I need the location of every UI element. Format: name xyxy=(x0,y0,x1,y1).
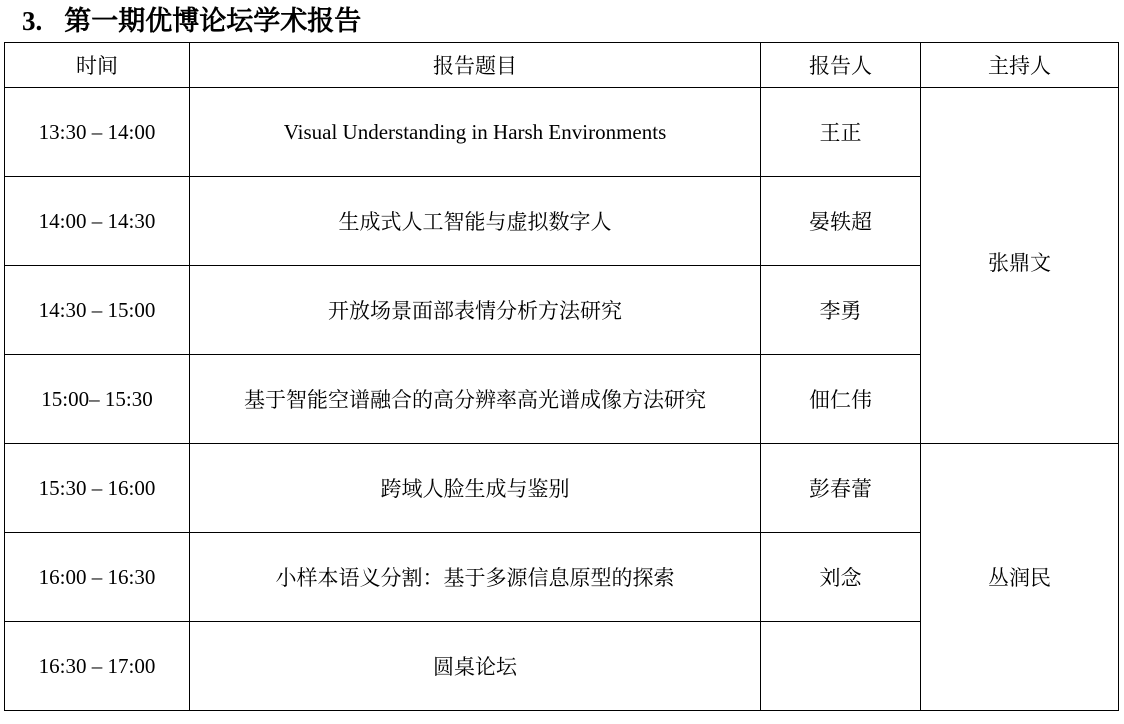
topic-cell: Visual Understanding in Harsh Environments xyxy=(190,88,761,177)
table-row xyxy=(5,444,1119,533)
header-speaker: 报告人 xyxy=(761,43,921,88)
speaker-cell: 李勇 xyxy=(761,266,921,355)
host-cell xyxy=(921,88,1119,444)
topic-cell: 生成式人工智能与虚拟数字人 xyxy=(190,177,761,266)
time-cell: 14:00 – 14:30 xyxy=(5,177,190,266)
topic-cell: 圆桌论坛 xyxy=(190,622,761,711)
speaker-cell: 晏轶超 xyxy=(761,177,921,266)
time-cell: 15:00– 15:30 xyxy=(5,355,190,444)
speaker-cell: 彭春蕾 xyxy=(761,444,921,533)
header-time: 时间 xyxy=(5,43,190,88)
header-host: 主持人 xyxy=(921,43,1119,88)
time-cell: 13:30 – 14:00 xyxy=(5,88,190,177)
section-heading xyxy=(22,2,361,40)
host-name: 丛润民 xyxy=(988,566,1051,590)
topic-cell: 小样本语义分割：基于多源信息原型的探索 xyxy=(190,533,761,622)
section-number: 3. xyxy=(22,6,43,36)
schedule-table xyxy=(4,42,1119,711)
host-cell xyxy=(921,444,1119,711)
host-name: 张鼎文 xyxy=(988,250,1051,275)
time-cell: 15:30 – 16:00 xyxy=(5,444,190,533)
topic-cell: 基于智能空谱融合的高分辨率高光谱成像方法研究 xyxy=(190,355,761,444)
time-cell: 16:30 – 17:00 xyxy=(5,622,190,711)
table-row xyxy=(5,88,1119,177)
speaker-cell: 佃仁伟 xyxy=(761,355,921,444)
time-cell: 16:00 – 16:30 xyxy=(5,533,190,622)
header-topic: 报告题目 xyxy=(190,43,761,88)
section-title: 第一期优博论坛学术报告 xyxy=(64,6,362,37)
topic-cell: 跨域人脸生成与鉴别 xyxy=(190,444,761,533)
speaker-cell xyxy=(761,622,921,711)
speaker-cell: 王正 xyxy=(761,88,921,177)
topic-cell: 开放场景面部表情分析方法研究 xyxy=(190,266,761,355)
header-row xyxy=(5,43,1119,88)
speaker-cell: 刘念 xyxy=(761,533,921,622)
time-cell: 14:30 – 15:00 xyxy=(5,266,190,355)
